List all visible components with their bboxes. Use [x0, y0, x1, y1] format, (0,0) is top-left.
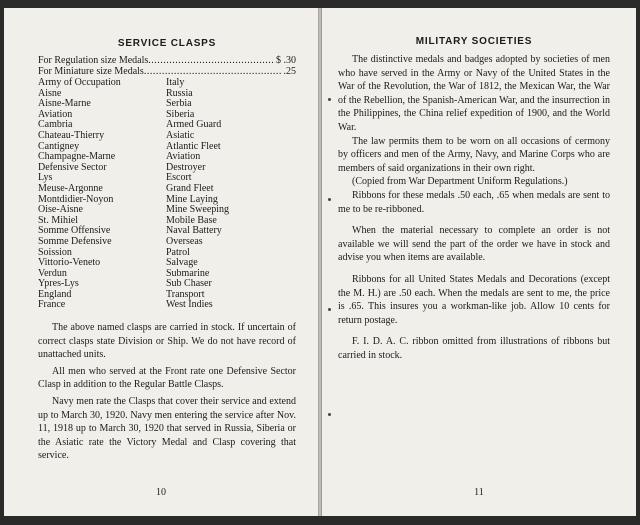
paragraph: Ribbons for all United States Medals and Decorations (except the M. H.) are .50 each. When the medals are sent to me, the price is .65. This insures you a workman-like job. Allow 10 cents for return postage.: [338, 273, 610, 326]
leader-dots: [144, 66, 282, 77]
clasp-item: Army of Occupation: [38, 77, 121, 88]
clasp-item: Ypres-Lys: [38, 278, 79, 290]
binding-hole: [328, 98, 331, 101]
binding-hole: [328, 308, 331, 311]
page-number: 11: [474, 487, 484, 498]
paragraph: When the material necessary to complete an order is not available we will send the part of the order we have in stock and advise you when items are available.: [338, 225, 610, 264]
clasp-item: Mine Laying: [166, 193, 218, 205]
clasp-item: Destroyer: [166, 161, 206, 173]
clasp-item: Submarine: [166, 267, 210, 279]
leader-dots: [148, 55, 274, 66]
clasp-item: Lys: [38, 172, 53, 184]
clasp-item: Vittorio-Veneto: [38, 257, 101, 269]
price-label: For Regulation size Medals: [38, 55, 149, 66]
clasp-item: Naval Battery: [166, 225, 222, 237]
clasp-item: West Indies: [166, 299, 213, 311]
clasp-item: Meuse-Argonne: [38, 182, 103, 194]
price-value: $ .30: [276, 55, 296, 66]
paragraph: (Copied from War Department Uniform Regulations.): [352, 176, 568, 188]
clasp-item: Somme Defensive: [38, 235, 112, 247]
clasp-item: Defensive Sector: [38, 161, 107, 173]
clasp-item: Chateau-Thierry: [38, 129, 105, 141]
clasp-item: Salvage: [166, 257, 198, 269]
price-row-miniature: [38, 66, 296, 77]
clasp-item: France: [38, 299, 66, 311]
clasp-item: Mobile Base: [166, 214, 217, 226]
clasp-item: St. Mihiel: [38, 214, 79, 226]
clasp-item: Armed Guard: [166, 119, 222, 131]
clasp-item: Escort: [166, 172, 192, 184]
paragraph: The distinctive medals and badges adopted by societies of men who have served in the Army or Navy of the United States in the War of the Revolution, the War of 1812, the Mexican War, the War of the Rebellion, the Spanish-American War, and the insurrection in the Philippines, the China relief expedition of 1900, and the World War.: [338, 54, 610, 133]
clasp-item: Aviation: [38, 108, 73, 120]
binding-hole: [328, 413, 331, 416]
clasp-item: Champagne-Marne: [38, 151, 116, 163]
price-row-regulation: [38, 55, 296, 66]
clasp-item: Overseas: [166, 235, 203, 247]
clasp-item: Montdidier-Noyon: [38, 193, 114, 205]
clasp-item: Atlantic Fleet: [166, 140, 221, 152]
paragraph: F. I. D. A. C. ribbon omitted from illustrations of ribbons but carried in stock.: [338, 336, 610, 361]
page-number: 10: [156, 487, 166, 498]
clasp-item: Russia: [166, 87, 193, 99]
binding-hole: [328, 198, 331, 201]
clasp-item: England: [38, 288, 72, 300]
clasp-item: Verdun: [38, 267, 67, 279]
clasp-list: [38, 78, 296, 311]
clasp-item: Serbia: [166, 98, 192, 110]
clasp-item: Aisne: [38, 87, 62, 99]
clasp-item: Italy: [166, 77, 185, 88]
left-page-title: SERVICE CLASPS: [117, 38, 217, 49]
clasp-item: Oise-Aisne: [38, 204, 83, 216]
clasp-item: Soission: [38, 246, 72, 258]
clasp-item: Siberia: [166, 108, 195, 120]
clasp-item: Cambria: [38, 119, 73, 131]
price-value: .25: [283, 66, 296, 77]
clasp-item: Aisne-Marne: [38, 98, 91, 110]
clasp-item: Transport: [166, 288, 205, 300]
clasp-item: Aviation: [166, 151, 201, 163]
clasp-item: Patrol: [166, 246, 190, 258]
right-page: [322, 8, 636, 516]
paragraph: All men who served at the Front rate one Defensive Sector Clasp in addition to the Regular Battle Clasps.: [38, 365, 296, 391]
clasp-item: Mine Sweeping: [166, 204, 230, 216]
paragraph: Navy men rate the Clasps that cover their service and extend up to March 30, 1920. Navy men entering the service after Nov. 11, 1918 up to March 30, 1920 that served in Russia, Siberia or the Asiatic rate the Victory Medal and Clasp covering that service.: [38, 396, 296, 462]
clasp-item: Grand Fleet: [166, 182, 214, 194]
price-label: For Miniature size Medals: [38, 66, 144, 77]
right-page-title: MILITARY SOCIETIES: [415, 36, 533, 47]
clasp-item: Cantigney: [38, 140, 80, 152]
paragraph: The above named clasps are carried in stock. If uncertain of correct clasps state Division or Ship. We do not have record of unattached units.: [38, 322, 296, 361]
clasp-item: Somme Offensive: [38, 225, 111, 237]
left-page: [4, 8, 318, 516]
clasp-item: Asiatic: [166, 129, 195, 141]
paragraph: Ribbons for these medals .50 each, .65 when medals are sent to me to be re-ribboned.: [338, 189, 610, 215]
clasp-item: Sub Chaser: [166, 278, 212, 290]
paragraph: The law permits them to be worn on all occasions of cermony by officers and men of the Army, Navy, and Marine Corps who are members of said organizations in their own right.: [338, 135, 610, 174]
